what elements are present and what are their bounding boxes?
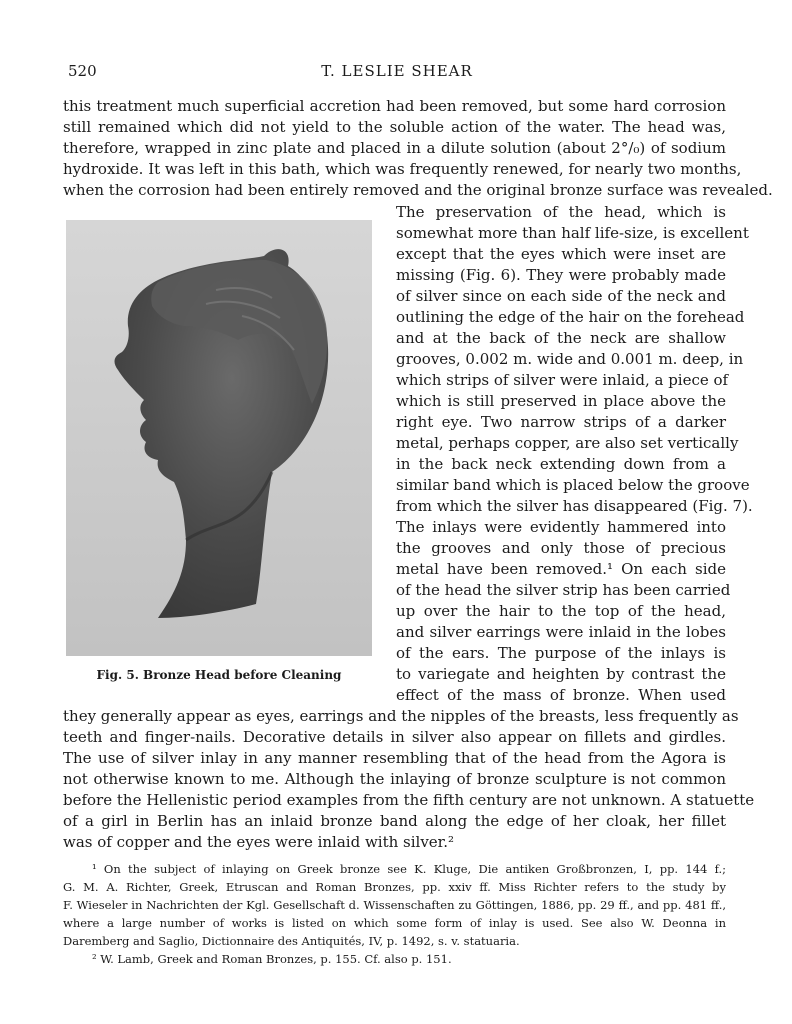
body-line: when the corrosion had been entirely removed and the original bronze surface was revealed.: [63, 181, 773, 199]
body-line: metal have been removed.¹ On each side: [396, 560, 726, 578]
body-line: which is still preserved in place above the: [396, 392, 726, 410]
body-line: The use of silver inlay in any manner resembling that of the head from the Agora is: [63, 749, 726, 767]
body-line: of the ears. The purpose of the inlays is: [396, 644, 726, 662]
body-line: The preservation of the head, which is: [396, 203, 726, 221]
body-line: teeth and finger-nails. Decorative details in silver also appear on fillets and girdles.: [63, 728, 726, 746]
figure-bronze-head: [66, 220, 372, 656]
page-header: [68, 62, 726, 82]
body-line: somewhat more than half life-size, is excellent: [396, 224, 749, 242]
body-line: similar band which is placed below the groove: [396, 476, 750, 494]
body-line: metal, perhaps copper, are also set vertically: [396, 434, 739, 452]
body-line: in the back neck extending down from a: [396, 455, 726, 473]
body-line: grooves, 0.002 m. wide and 0.001 m. deep, in: [396, 350, 744, 368]
body-line: which strips of silver were inlaid, a piece of: [396, 371, 729, 389]
body-line: from which the silver has disappeared (Fig. 7).: [396, 497, 753, 515]
body-line: and at the back of the neck are shallow: [396, 329, 726, 347]
running-title: T. LESLIE SHEAR: [321, 62, 473, 80]
body-line: right eye. Two narrow strips of a darker: [396, 413, 726, 431]
body-line: the grooves and only those of precious: [396, 539, 726, 557]
body-line: of the head the silver strip has been carried: [396, 581, 731, 599]
body-line: missing (Fig. 6). They were probably made: [396, 266, 726, 284]
body-line: was of copper and the eyes were inlaid with silver.²: [63, 833, 454, 851]
body-line: of silver since on each side of the neck and: [396, 287, 726, 305]
body-line: hydroxide. It was left in this bath, which was frequently renewed, for nearly two months,: [63, 160, 742, 178]
body-line: this treatment much superficial accretion had been removed, but some hard corrosion: [63, 97, 726, 115]
footnote-line: ² W. Lamb, Greek and Roman Bronzes, p. 155. Cf. also p. 151.: [92, 952, 452, 966]
footnote-line: F. Wieseler in Nachrichten der Kgl. Gesellschaft d. Wissenschaften zu Göttingen, 1886, pp. 29 ff., and pp. 481 ff.,: [63, 898, 726, 912]
body-line: therefore, wrapped in zinc plate and placed in a dilute solution (about 2°/₀) of sodium: [63, 139, 726, 157]
body-line: effect of the mass of bronze. When used: [396, 686, 726, 704]
footnote-line: Daremberg and Saglio, Dictionnaire des Antiquités, IV, p. 1492, s. v. statuaria.: [63, 934, 520, 948]
footnote-line: G. M. A. Richter, Greek, Etruscan and Roman Bronzes, pp. xxiv ff. Miss Richter refers to the study by: [63, 880, 726, 894]
body-line: and silver earrings were inlaid in the lobes: [396, 623, 726, 641]
body-line: not otherwise known to me. Although the inlaying of bronze sculpture is not common: [63, 770, 726, 788]
body-line: except that the eyes which were inset are: [396, 245, 726, 263]
page-number: 520: [68, 62, 97, 80]
footnote-line: where a large number of works is listed on which some form of inlay is used. See also W. Deonna in: [63, 916, 726, 930]
footnote-line: ¹ On the subject of inlaying on Greek bronze see K. Kluge, Die antiken Großbronzen, I, pp. 144 f.;: [92, 862, 726, 876]
figure-caption: Fig. 5. Bronze Head before Cleaning: [96, 668, 342, 682]
body-line: up over the hair to the top of the head,: [396, 602, 726, 620]
body-line: still remained which did not yield to the soluble action of the water. The head was,: [63, 118, 726, 136]
body-line: they generally appear as eyes, earrings and the nipples of the breasts, less frequently as: [63, 707, 739, 725]
bronze-head-photo: [66, 220, 372, 656]
body-line: of a girl in Berlin has an inlaid bronze band along the edge of her cloak, her fillet: [63, 812, 726, 830]
body-line: outlining the edge of the hair on the forehead: [396, 308, 745, 326]
body-line: before the Hellenistic period examples from the fifth century are not unknown. A statuette: [63, 791, 755, 809]
body-line: The inlays were evidently hammered into: [396, 518, 726, 536]
body-line: to variegate and heighten by contrast the: [396, 665, 726, 683]
